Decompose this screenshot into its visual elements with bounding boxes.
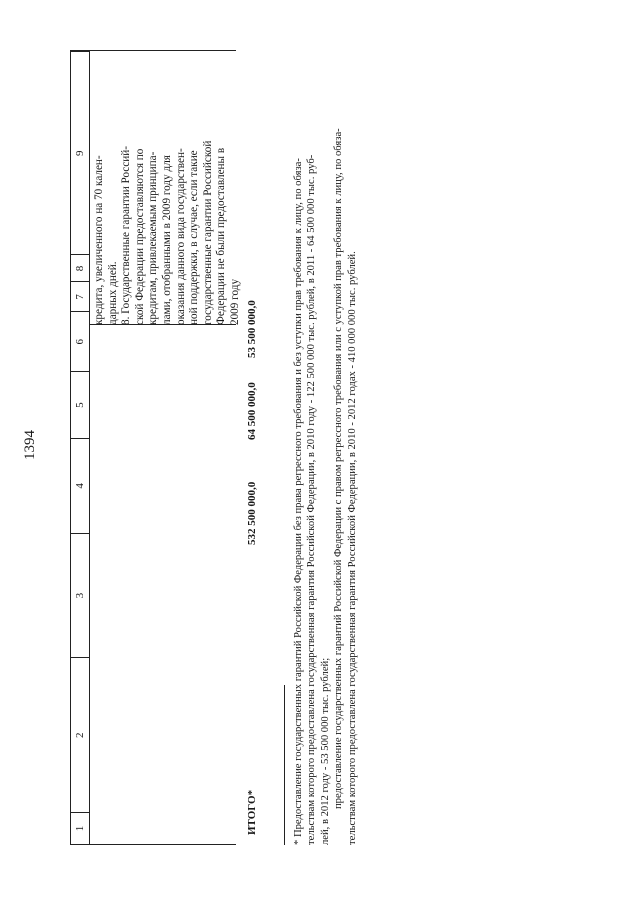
page-number: 1394 xyxy=(22,430,38,460)
total-label: ИТОГО* xyxy=(246,789,258,835)
footnote-separator xyxy=(284,685,285,845)
note-line: 2009 году xyxy=(228,278,241,325)
total-col5: 64 500 000,0 xyxy=(246,382,258,440)
note-line: Федерации не были предоставлены в xyxy=(215,147,228,325)
footnote-line: * Предоставление государственных гарантий Российской Федерации без права регрессного требования и без уступки прав требования к лицу, по обяза- xyxy=(293,158,304,845)
column-number-9: 9 xyxy=(71,51,89,254)
column-number-8: 8 xyxy=(71,254,89,281)
total-col4: 532 500 000,0 xyxy=(246,481,258,545)
column-number-2: 2 xyxy=(71,657,89,812)
column-number-4: 4 xyxy=(71,438,89,533)
footnote-line: лей, в 2012 году - 53 500 000 тыс. рублей; xyxy=(319,657,331,845)
note-line: лами, отобранными в 2009 году для xyxy=(160,155,173,325)
total-col6: 53 500 000,0 xyxy=(246,300,258,358)
note-line: ской Федерации предоставляются по xyxy=(133,148,146,325)
column-number-3: 3 xyxy=(71,533,89,658)
total-row xyxy=(246,50,264,845)
footnote-line: предоставление государственных гарантий Российской Федерации с правом регрессного требования или с уступкой прав требования к лицу, по обяза- xyxy=(333,128,345,809)
note-line: дарных дней. xyxy=(106,261,119,325)
column-9-note xyxy=(93,95,243,325)
column-number-5: 5 xyxy=(71,371,89,438)
note-line: кредита, увеличенного на 70 кален- xyxy=(93,155,105,325)
table-right-border xyxy=(90,50,236,51)
table-left-border xyxy=(90,844,236,845)
note-line: государственные гарантии Российской xyxy=(201,140,214,325)
column-number-6: 6 xyxy=(71,311,89,371)
column-number-header xyxy=(70,50,90,845)
footnote xyxy=(292,65,359,845)
note-line: ной поддержки, в случае, если такие xyxy=(188,150,201,325)
note-line: 8. Государственные гарантии Россий- xyxy=(120,146,133,325)
column-number-7: 7 xyxy=(71,281,89,311)
note-line: кредитам, привлекаемым принципа- xyxy=(147,151,160,325)
column-number-1: 1 xyxy=(71,812,89,844)
note-line: оказания данного вида государствен- xyxy=(174,148,187,325)
footnote-line: тельствам которого предоставлена государственная гарантия Российской Федерации, в 2010 - 2012 годах - 410 000 000 тыс. рублей. xyxy=(346,251,358,845)
footnote-line: тельствам которого предоставлена государственная гарантия Российской Федерации, в 2010 году - 122 500 000 тыс. рублей, в 2011 - 64 500 000 тыс. руб- xyxy=(306,154,318,845)
